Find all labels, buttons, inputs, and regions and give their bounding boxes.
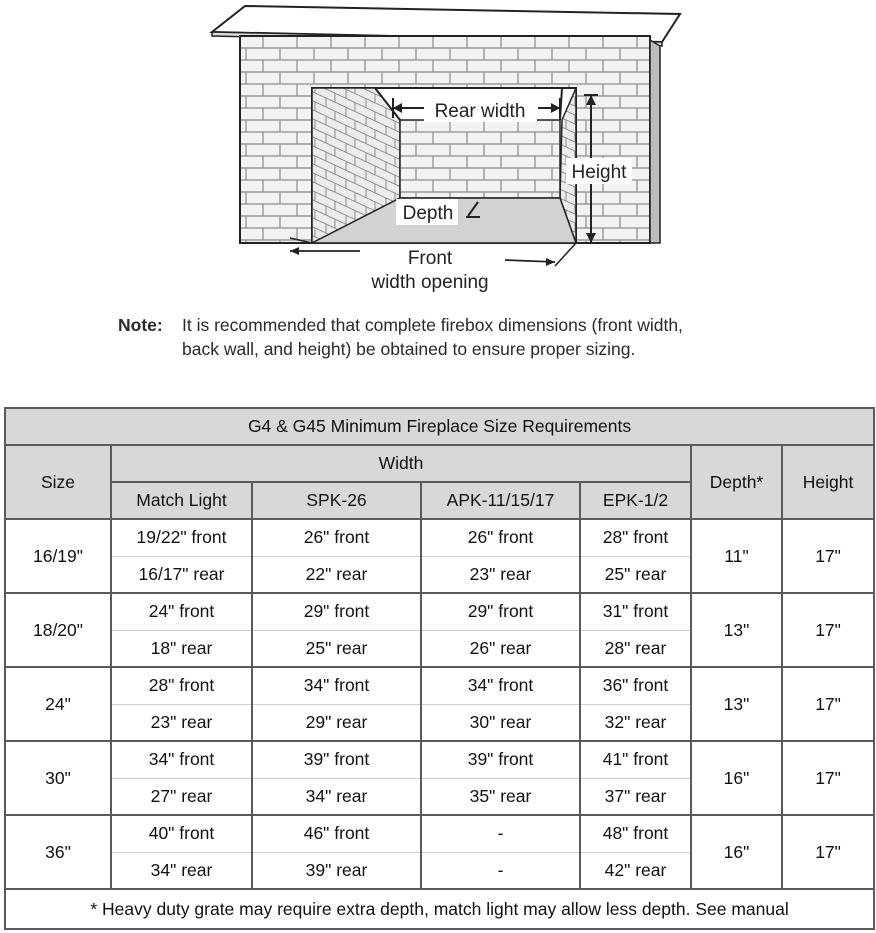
front-cell: 29" front [421, 593, 580, 630]
rear-cell: 25" rear [252, 630, 421, 667]
header-apk: APK-11/15/17 [421, 482, 580, 519]
depth-label: Depth [402, 203, 454, 224]
header-epk: EPK-1/2 [580, 482, 691, 519]
table-row [5, 815, 874, 852]
front-cell: - [421, 815, 580, 852]
depth-cell: 13" [691, 593, 782, 667]
table-row [5, 519, 874, 556]
front-cell: 48" front [580, 815, 691, 852]
front-cell: 28" front [580, 519, 691, 556]
rear-cell: 30" rear [421, 704, 580, 741]
depth-cell: 11" [691, 519, 782, 593]
rear-cell: 37" rear [580, 778, 691, 815]
rear-cell: 18" rear [111, 630, 252, 667]
rear-cell: 28" rear [580, 630, 691, 667]
table-footnote: * Heavy duty grate may require extra depth, match light may allow less depth. See manual [5, 889, 874, 929]
rear-cell: 26" rear [421, 630, 580, 667]
front-cell: 41" front [580, 741, 691, 778]
front-cell: 34" front [111, 741, 252, 778]
header-size: Size [5, 445, 111, 519]
depth-cell: 16" [691, 741, 782, 815]
table-title: G4 & G45 Minimum Fireplace Size Requirements [5, 408, 874, 445]
rear-cell: 35" rear [421, 778, 580, 815]
height-cell: 17" [782, 519, 874, 593]
size-cell: 30" [5, 741, 111, 815]
front-cell: 34" front [252, 667, 421, 704]
height-cell: 17" [782, 667, 874, 741]
header-depth: Depth* [691, 445, 782, 519]
front-cell: 40" front [111, 815, 252, 852]
height-cell: 17" [782, 815, 874, 889]
rear-cell: 22" rear [252, 556, 421, 593]
rear-cell: 29" rear [252, 704, 421, 741]
height-cell: 17" [782, 741, 874, 815]
table-row [5, 667, 874, 704]
table-row [5, 741, 874, 778]
header-width: Width [111, 445, 691, 482]
size-cell: 36" [5, 815, 111, 889]
height-cell: 17" [782, 593, 874, 667]
depth-cell: 16" [691, 815, 782, 889]
size-cell: 18/20" [5, 593, 111, 667]
rear-cell: 23" rear [111, 704, 252, 741]
size-cell: 16/19" [5, 519, 111, 593]
rear-cell: 25" rear [580, 556, 691, 593]
rear-cell: 16/17" rear [111, 556, 252, 593]
front-cell: 36" front [580, 667, 691, 704]
height-label: Height [571, 162, 627, 183]
header-height: Height [782, 445, 874, 519]
header-match-light: Match Light [111, 482, 252, 519]
front-cell: 26" front [421, 519, 580, 556]
fireplace-diagram [0, 0, 876, 300]
rear-cell: 42" rear [580, 852, 691, 889]
note-line1: It is recommended that complete firebox dimensions (front width, [182, 315, 683, 335]
note-label: Note: [118, 315, 163, 335]
front-cell: 26" front [252, 519, 421, 556]
rear-cell: 23" rear [421, 556, 580, 593]
front-cell: 39" front [252, 741, 421, 778]
size-cell: 24" [5, 667, 111, 741]
note-text [118, 313, 818, 361]
front-cell: 24" front [111, 593, 252, 630]
front-cell: 28" front [111, 667, 252, 704]
front-label-line1: Front [407, 248, 453, 269]
front-cell: 46" front [252, 815, 421, 852]
front-cell: 31" front [580, 593, 691, 630]
rear-width-label: Rear width [434, 101, 526, 122]
rear-cell: - [421, 852, 580, 889]
table-row [5, 593, 874, 630]
rear-cell: 27" rear [111, 778, 252, 815]
front-cell: 29" front [252, 593, 421, 630]
size-requirements-table [4, 407, 875, 930]
note-line2: back wall, and height) be obtained to ensure proper sizing. [182, 339, 636, 359]
rear-cell: 32" rear [580, 704, 691, 741]
front-width-dimension [290, 238, 576, 293]
front-cell: 34" front [421, 667, 580, 704]
front-cell: 19/22" front [111, 519, 252, 556]
rear-cell: 39" rear [252, 852, 421, 889]
depth-cell: 13" [691, 667, 782, 741]
rear-cell: 34" rear [252, 778, 421, 815]
header-spk-26: SPK-26 [252, 482, 421, 519]
front-label-line2: width opening [371, 272, 489, 293]
front-cell: 39" front [421, 741, 580, 778]
rear-cell: 34" rear [111, 852, 252, 889]
